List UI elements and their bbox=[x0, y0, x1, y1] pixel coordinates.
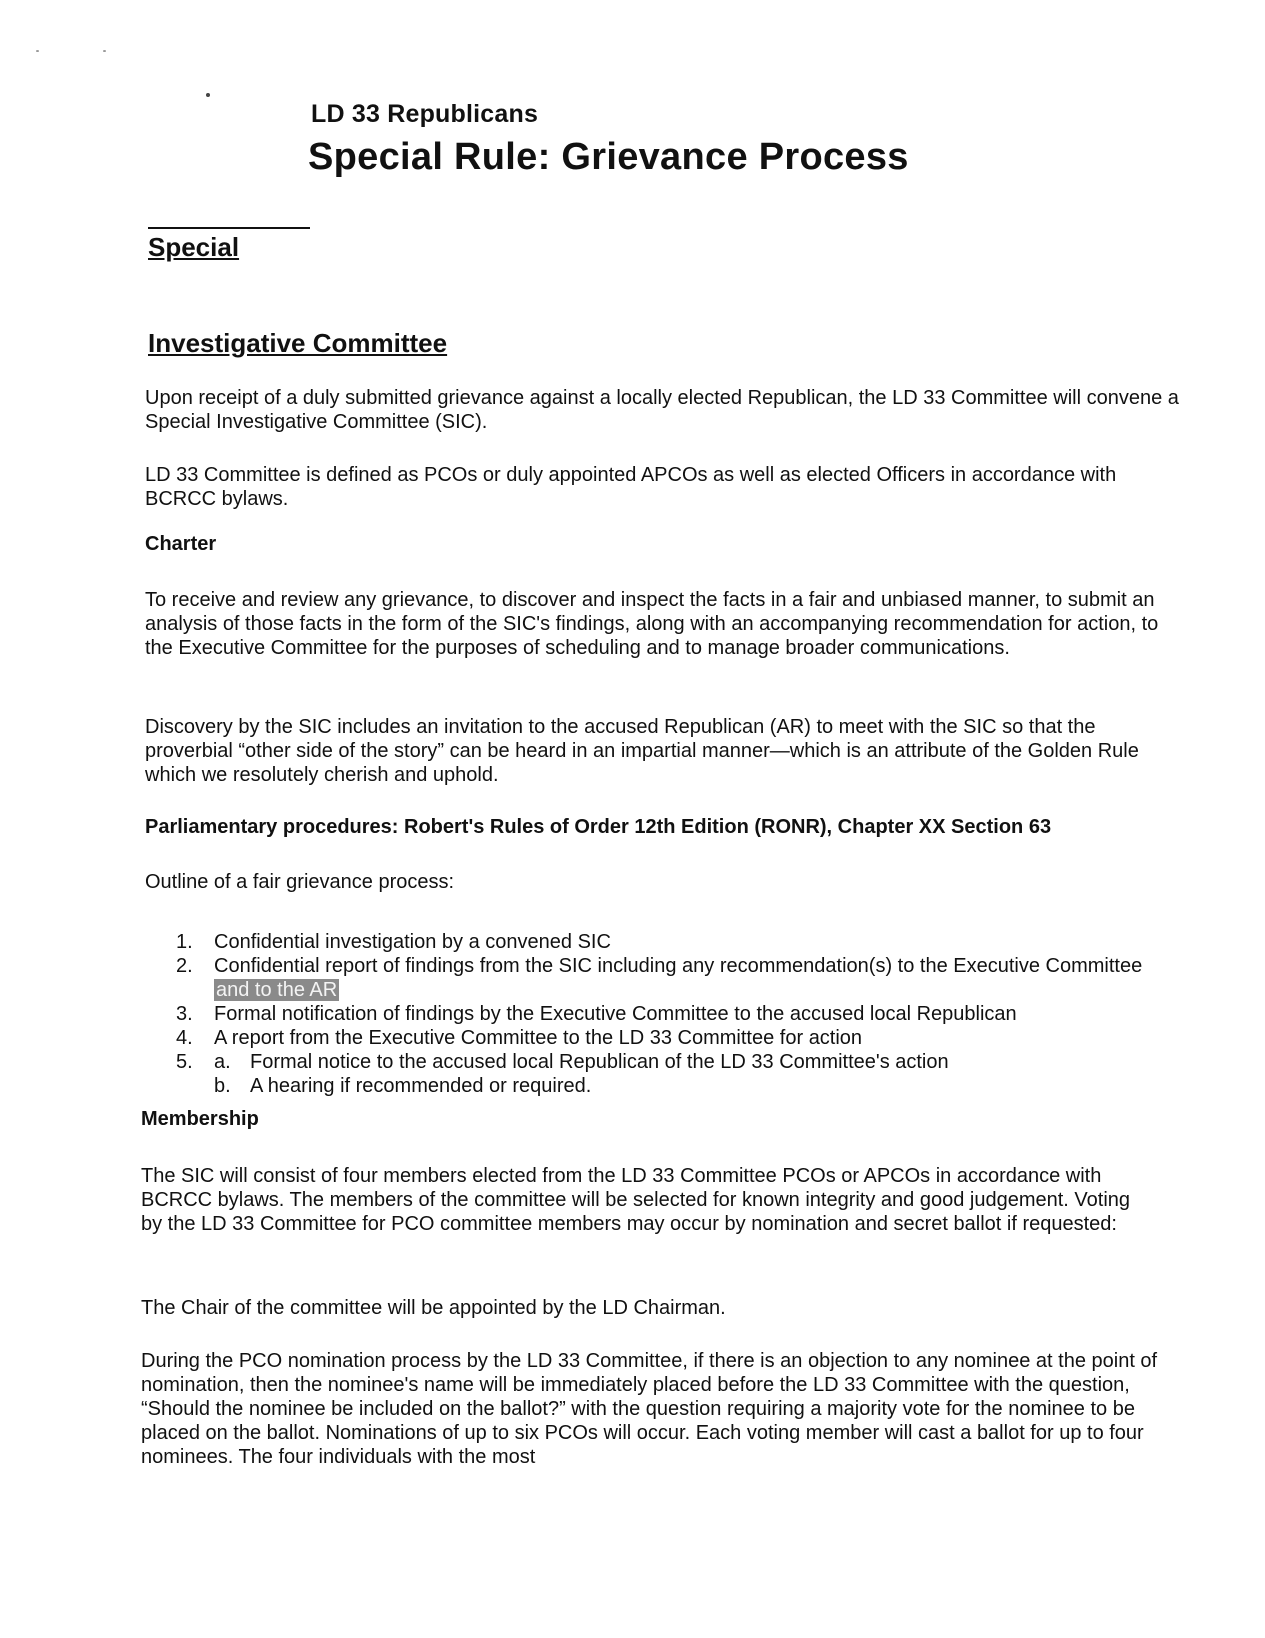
sub-list-text: Formal notice to the accused local Republican of the LD 33 Committee's action bbox=[250, 1051, 949, 1073]
list-item-text: Confidential investigation by a convened SIC bbox=[214, 931, 611, 953]
highlighted-text: and to the AR bbox=[216, 979, 338, 1001]
list-number: 5. bbox=[176, 1051, 193, 1073]
parliamentary-procedures: Parliamentary procedures: Robert's Rules of Order 12th Edition (RONR), Chapter XX Section 63 bbox=[145, 816, 1052, 838]
divider bbox=[148, 227, 310, 229]
list-item bbox=[176, 930, 1156, 954]
investigative-committee-heading: Investigative Committee bbox=[148, 328, 448, 358]
page-title: Special Rule: Grievance Process bbox=[308, 136, 909, 178]
charter-heading: Charter bbox=[145, 533, 217, 555]
intro-paragraph: Upon receipt of a duly submitted grievance against a locally elected Republican, the LD 33 Committee will convene a Special Investigative Committee (SIC). bbox=[145, 387, 1179, 433]
sub-list-text: A hearing if recommended or required. bbox=[250, 1075, 592, 1097]
committee-definition-paragraph: LD 33 Committee is defined as PCOs or duly appointed APCOs as well as elected Officers in accordance with BCRCC bylaws. bbox=[145, 464, 1117, 510]
list-number: 3. bbox=[176, 1003, 193, 1025]
sub-list-item bbox=[176, 1074, 1156, 1098]
scan-speck bbox=[36, 50, 39, 52]
chair-paragraph: The Chair of the committee will be appointed by the LD Chairman. bbox=[141, 1297, 726, 1319]
list-number: 2. bbox=[176, 955, 193, 977]
outline-list bbox=[176, 930, 1156, 1098]
list-item-text: A report from the Executive Committee to the LD 33 Committee for action bbox=[214, 1027, 863, 1049]
nomination-paragraph: During the PCO nomination process by the LD 33 Committee, if there is an objection to any nominee at the point of nomination, then the nominee's name will be immediately placed before the LD 33 Committee with the question, “Should the nominee be included on the ballot?” with the question requiring a majority vote for the nominee to be placed on the ballot. Nominations of up to six PCOs will occur. Each voting member will cast a ballot for up to four nominees. The four individuals with the most bbox=[141, 1350, 1158, 1468]
charter-paragraph: To receive and review any grievance, to discover and inspect the facts in a fair and unbiased manner, to submit an analysis of those facts in the form of the SIC's findings, along with an accompanying recommendation for action, to the Executive Committee for the purposes of scheduling and to manage broader communications. bbox=[145, 589, 1159, 659]
scan-speck bbox=[206, 93, 210, 97]
sub-list-letter: a. bbox=[214, 1051, 231, 1073]
special-heading: Special bbox=[148, 232, 240, 262]
list-item-text bbox=[214, 1050, 1156, 1074]
membership-paragraph: The SIC will consist of four members elected from the LD 33 Committee PCOs or APCOs in accordance with BCRCC bylaws. The members of the committee will be selected for known integrity and good judgement. Voting by the LD 33 Committee for PCO committee members may occur by nomination and secret ballot if requested: bbox=[141, 1165, 1131, 1235]
list-item bbox=[176, 954, 1156, 1002]
scan-speck bbox=[103, 50, 106, 52]
membership-heading: Membership bbox=[141, 1108, 259, 1130]
list-item bbox=[176, 1050, 1156, 1074]
list-number: 1. bbox=[176, 931, 193, 953]
list-item-text-main: Confidential report of findings from the SIC including any recommendation(s) to the Executive Committee bbox=[214, 955, 1143, 977]
list-item bbox=[176, 1002, 1156, 1026]
outline-intro: Outline of a fair grievance process: bbox=[145, 871, 455, 893]
list-item bbox=[176, 1026, 1156, 1050]
list-item-text: Formal notification of findings by the Executive Committee to the accused local Republican bbox=[214, 1003, 1017, 1025]
list-number: 4. bbox=[176, 1027, 193, 1049]
organization-name: LD 33 Republicans bbox=[311, 100, 539, 128]
discovery-paragraph: Discovery by the SIC includes an invitation to the accused Republican (AR) to meet with the SIC so that the proverbial “other side of the story” can be heard in an impartial manner—which is an attribute of the Golden Rule which we resolutely cherish and uphold. bbox=[145, 716, 1139, 786]
list-item-text bbox=[214, 954, 1156, 1002]
sub-list-letter: b. bbox=[214, 1075, 231, 1097]
